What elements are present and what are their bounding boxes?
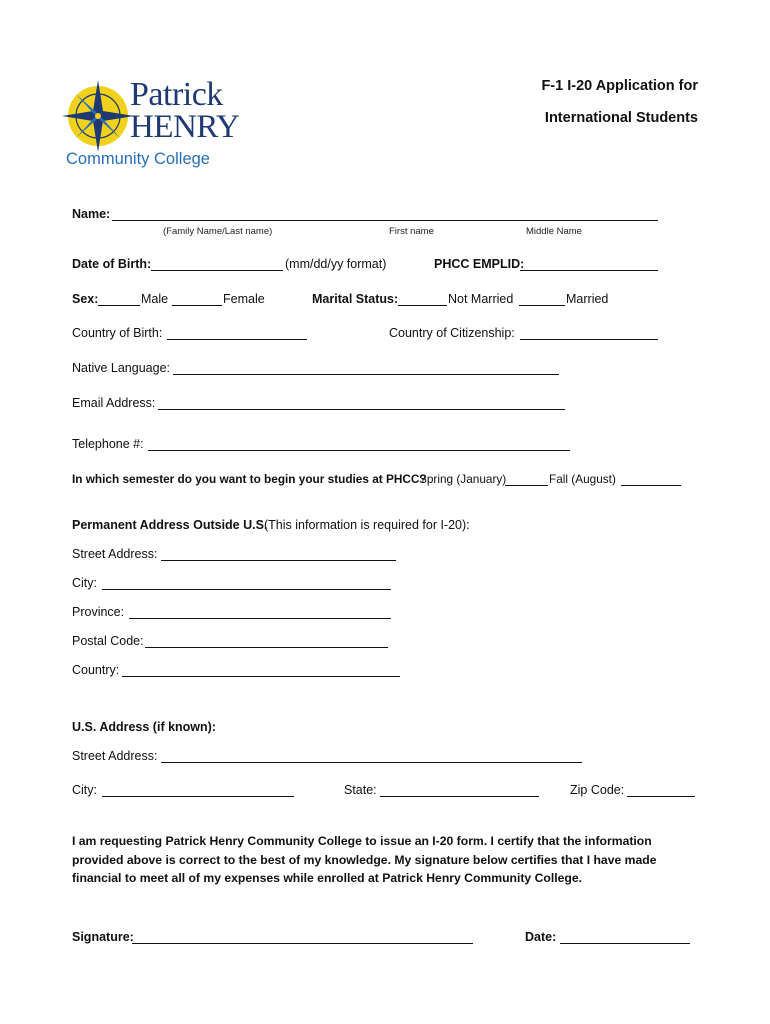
spring-field[interactable] xyxy=(505,485,548,486)
sex-label: Sex: xyxy=(72,292,99,306)
not-married-option: Not Married xyxy=(448,292,514,306)
permanent-province-field[interactable] xyxy=(129,618,391,619)
semester-spring-option: Spring (January) xyxy=(419,472,507,486)
name-field[interactable] xyxy=(112,220,658,221)
name-label: Name: xyxy=(72,207,111,221)
signature-field[interactable] xyxy=(132,943,473,944)
sex-male-option: Male xyxy=(141,292,169,306)
form-title-line1: F-1 I-20 Application for xyxy=(541,78,698,94)
us-city-label: City: xyxy=(72,783,97,797)
date-field[interactable] xyxy=(560,943,690,944)
us-city-field[interactable] xyxy=(102,796,294,797)
permanent-address-note: (This information is required for I-20): xyxy=(264,518,470,532)
logo-text-community-college: Community College xyxy=(66,150,210,168)
logo-text-patrick: Patrick xyxy=(130,76,223,113)
marital-status-label: Marital Status: xyxy=(312,292,399,306)
first-name-caption: First name xyxy=(389,226,434,237)
sex-male-field[interactable] xyxy=(98,305,140,306)
dob-label: Date of Birth: xyxy=(72,257,152,271)
emplid-field[interactable] xyxy=(520,270,658,271)
permanent-street-field[interactable] xyxy=(161,560,396,561)
married-option: Married xyxy=(566,292,609,306)
citizenship-field[interactable] xyxy=(520,339,658,340)
permanent-street-label: Street Address: xyxy=(72,547,158,561)
permanent-postal-field[interactable] xyxy=(145,647,388,648)
sex-female-field[interactable] xyxy=(172,305,222,306)
fall-field[interactable] xyxy=(621,485,681,486)
permanent-city-label: City: xyxy=(72,576,97,590)
native-language-label: Native Language: xyxy=(72,361,170,375)
email-label: Email Address: xyxy=(72,396,156,410)
married-field[interactable] xyxy=(519,305,565,306)
us-state-label: State: xyxy=(344,783,377,797)
dob-field[interactable] xyxy=(151,270,283,271)
date-label: Date: xyxy=(525,930,557,944)
citizenship-label: Country of Citizenship: xyxy=(389,326,515,340)
certification-statement: I am requesting Patrick Henry Community College to issue an I-20 form. I certify that the information provided above is correct to the best of my knowledge. My signature below certifies that I have made financial to meet all of my expenses while enrolled at Patrick Henry Community College. xyxy=(72,834,657,885)
permanent-city-field[interactable] xyxy=(102,589,391,590)
us-address-heading: U.S. Address (if known): xyxy=(72,720,216,734)
telephone-label: Telephone #: xyxy=(72,437,144,451)
college-logo xyxy=(58,76,268,176)
permanent-province-label: Province: xyxy=(72,605,125,619)
permanent-country-label: Country: xyxy=(72,663,120,677)
us-street-label: Street Address: xyxy=(72,749,158,763)
permanent-postal-label: Postal Code: xyxy=(72,634,144,648)
form-title-line2: International Students xyxy=(544,110,698,126)
country-of-birth-field[interactable] xyxy=(167,339,307,340)
emplid-label: PHCC EMPLID: xyxy=(434,257,525,271)
family-name-caption: (Family Name/Last name) xyxy=(163,226,273,237)
native-language-field[interactable] xyxy=(173,374,559,375)
semester-fall-option: Fall (August) xyxy=(549,472,616,486)
permanent-address-heading: Permanent Address Outside U.S. xyxy=(72,518,268,532)
email-field[interactable] xyxy=(158,409,565,410)
sex-female-option: Female xyxy=(223,292,265,306)
dob-format-hint: (mm/dd/yy format) xyxy=(285,257,387,271)
permanent-country-field[interactable] xyxy=(122,676,400,677)
telephone-field[interactable] xyxy=(148,450,570,451)
us-zip-field[interactable] xyxy=(627,796,695,797)
logo-text-henry: HENRY xyxy=(130,109,240,145)
semester-question: In which semester do you want to begin your studies at PHCC? xyxy=(72,472,427,486)
not-married-field[interactable] xyxy=(398,305,447,306)
middle-name-caption: Middle Name xyxy=(526,226,582,237)
country-of-birth-label: Country of Birth: xyxy=(72,326,163,340)
us-street-field[interactable] xyxy=(161,762,582,763)
signature-label: Signature: xyxy=(72,930,134,944)
us-state-field[interactable] xyxy=(380,796,539,797)
us-zip-label: Zip Code: xyxy=(570,783,625,797)
